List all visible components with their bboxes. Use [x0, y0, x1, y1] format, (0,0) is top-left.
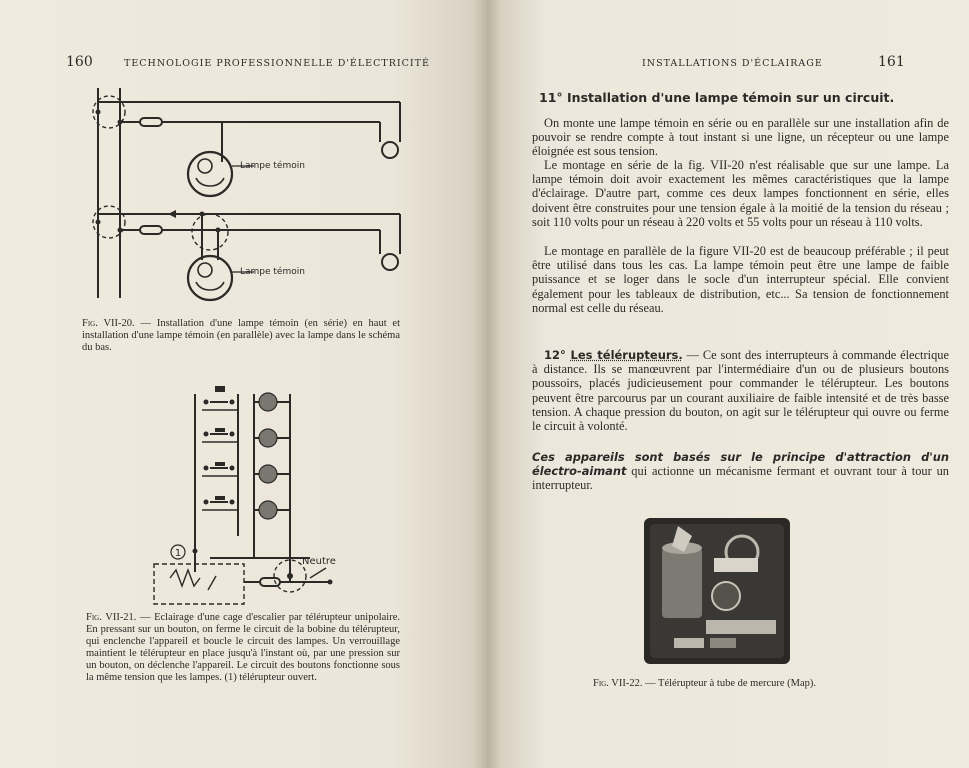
neutral-label: Neutre — [302, 556, 336, 567]
relay-photo-illustration — [644, 518, 790, 664]
section-12-paragraph-2 — [532, 450, 949, 493]
page-number-right: 161 — [878, 54, 905, 70]
staircase-lamps — [259, 393, 277, 519]
figure-vii-21-diagram — [150, 386, 340, 610]
lamp-top — [382, 142, 398, 158]
caption-text: — Installation d'une lampe témoin (en série) en haut et installation d'une lampe témoin (en parallèle) avec la lampe dans le schéma du bas. — [82, 318, 401, 353]
paragraph-text: Le montage en série de la fig. VII-20 n'est réalisable que sur une lampe. La lampe témoin doit avoir exactement les mêmes caractéristiques que la lampe d'éclairage. D'autre part, comme ces deux lampes fonctionnent en série, elles doivent être construites pour une tension égale à la moitié de la tension du réseau ; soit 110 volts pour un réseau à 220 volts et 55 volts pour un réseau à 110 volts. — [532, 158, 949, 229]
figure-vii-20-caption — [82, 318, 400, 354]
right-page — [487, 0, 969, 768]
witness-lamp-top — [188, 152, 232, 196]
section-number: 12° — [544, 348, 566, 362]
caption-fig-label: Fig. VII-20. — [82, 318, 135, 329]
caption-text: — Télérupteur à tube de mercure (Map). — [642, 678, 817, 689]
lamp-bottom — [382, 254, 398, 270]
figure-vii-22-caption — [593, 678, 893, 690]
section-title: Les télérupteurs. — [570, 348, 683, 362]
junction-middle — [192, 214, 228, 250]
figure-vii-22-photo — [644, 518, 790, 664]
paragraph-text: On monte une lampe témoin en série ou en parallèle sur une installation afin de pouvoir se rendre compte à tout instant si une ligne, un récepteur ou une lampe éloignée est sous tension. — [532, 116, 949, 159]
section-12-paragraph-1 — [532, 348, 949, 433]
caption-fig-label: Fig. VII-21. — [86, 612, 137, 623]
caption-fig-label: Fig. VII-22. — [593, 678, 643, 689]
relay-box — [154, 564, 244, 604]
emphasis-text: Ces appareils sont basés sur le principe d'attraction d'un électro-aimant — [532, 450, 949, 479]
witness-lamp-bottom — [188, 256, 232, 300]
page-number-left: 160 — [66, 54, 93, 70]
paragraph-text: qui actionne un mécanisme fermant et ouvrant tour à tour un interrupteur. — [532, 464, 949, 493]
section-11-paragraph-2 — [532, 158, 949, 229]
relay-marker-label: 1 — [174, 548, 182, 559]
section-11-heading — [539, 90, 894, 105]
running-head-left: TECHNOLOGIE PROFESSIONNELLE D'ÉLECTRICITÉ — [124, 58, 430, 69]
section-11-paragraph-1 — [532, 116, 949, 159]
fuse-relay — [260, 578, 280, 586]
section-12-heading — [544, 348, 683, 362]
section-11-paragraph-3 — [532, 244, 949, 315]
caption-text: — Eclairage d'une cage d'escalier par télérupteur unipolaire. En pressant sur un bouton, on ferme le circuit de la bobine du télérupteur, qui enclenche l'appareil et boucle le circuit des lampes. Un verrouillage maintient le télérupteur en place jusqu'à l'instant où, par une pression sur un bouton, on déclenche l'appareil. Le circuit des boutons fonctionne sous la même tension que les lampes. (1) télérupteur ouvert. — [86, 612, 400, 683]
lamp-label-bottom: Lampe témoin — [240, 267, 305, 277]
fuse-bottom — [140, 226, 162, 234]
section-title: Installation d'une lampe témoin sur un circuit. — [567, 90, 895, 105]
figure-vii-21-caption — [86, 612, 400, 684]
paragraph-text: Le montage en parallèle de la figure VII-20 est de beaucoup préférable ; il peut être utilisé dans tous les cas. La lampe témoin peut être une lampe de faible puissance et se loger dans le socle d'un interrupteur spécial. Elle convient également pour les tableaux de distribution, etc... Sa tension de fonctionnement normal est celle du réseau. — [532, 244, 949, 315]
section-number: 11° — [539, 90, 563, 105]
lamp-label-top: Lampe témoin — [240, 161, 305, 171]
running-head-right: INSTALLATIONS D'ÉCLAIRAGE — [642, 58, 823, 69]
fuse-top — [140, 118, 162, 126]
paragraph-text: — Ce sont des interrupteurs à commande électrique à distance. Ils se manœuvrent par l'intermédiaire d'un ou de plusieurs boutons poussoirs, placés judicieusement pour commander le télérupteur. Les boutons peuvent être parcourus par un courant auxiliaire de faible intensité et de très basse tension. A chaque pression du bouton, on agit sur le télérupteur qui ouvre ou ferme le circuit à volonté. — [532, 348, 949, 434]
